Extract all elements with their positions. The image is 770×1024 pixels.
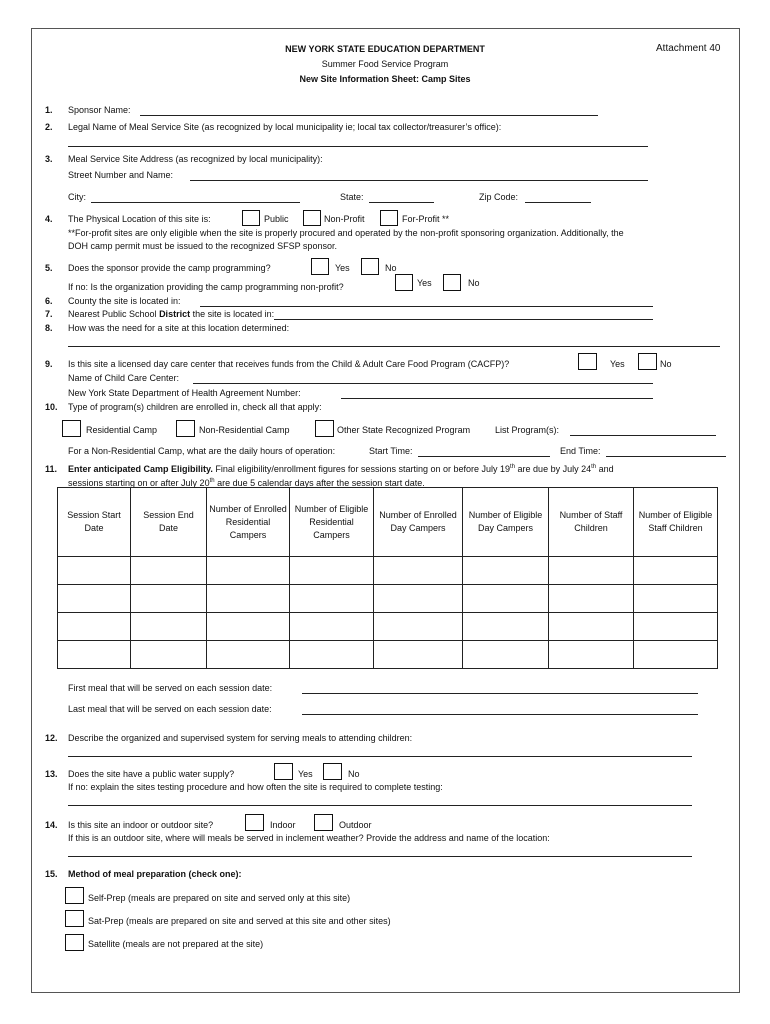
table-cell[interactable] — [463, 613, 549, 641]
table-cell[interactable] — [634, 585, 718, 613]
public-checkbox[interactable] — [242, 210, 260, 226]
physical-location-label: The Physical Location of this site is: — [68, 214, 211, 224]
q9-number: 9. — [45, 359, 53, 369]
table-cell[interactable] — [374, 557, 463, 585]
table-cell[interactable] — [549, 585, 634, 613]
start-time-label: Start Time: — [369, 446, 413, 456]
site-legal-name-label: Legal Name of Meal Service Site (as recognized by local municipality ie; local tax collector/treasurer’s office): — [68, 122, 502, 132]
nonprofit-no-checkbox[interactable] — [443, 274, 461, 291]
need-determined-label: How was the need for a site at this location determined: — [68, 323, 290, 333]
street-field[interactable] — [190, 180, 648, 181]
col-eligible-day: Number of Eligible Day Campers — [463, 488, 549, 557]
col-session-start: Session Start Date — [58, 488, 131, 557]
site-legal-name-field[interactable] — [68, 146, 648, 147]
programming-yes-label: Yes — [335, 263, 350, 273]
child-care-center-field[interactable] — [193, 383, 653, 384]
supervised-system-field[interactable] — [68, 756, 692, 757]
city-label: City: — [68, 192, 86, 202]
table-cell[interactable] — [549, 613, 634, 641]
table-row — [58, 585, 718, 613]
q8-number: 8. — [45, 323, 53, 333]
table-row — [58, 641, 718, 669]
hours-label: For a Non-Residential Camp, what are the daily hours of operation: — [68, 446, 336, 456]
zip-field[interactable] — [525, 202, 591, 203]
inclement-weather-field[interactable] — [68, 856, 692, 857]
nonprofit-no-label: No — [468, 278, 480, 288]
table-cell[interactable] — [549, 557, 634, 585]
col-enrolled-residential: Number of Enrolled Residential Campers — [207, 488, 290, 557]
table-cell[interactable] — [131, 641, 207, 669]
table-cell[interactable] — [207, 613, 290, 641]
table-cell[interactable] — [549, 641, 634, 669]
table-cell[interactable] — [290, 585, 374, 613]
county-field[interactable] — [200, 306, 653, 307]
sponsor-name-field[interactable] — [140, 115, 598, 116]
water-yes-checkbox[interactable] — [274, 763, 293, 780]
col-eligible-residential: Number of Eligible Residential Campers — [290, 488, 374, 557]
table-cell[interactable] — [131, 585, 207, 613]
school-district-label: Nearest Public School District the site is located in: — [68, 309, 275, 319]
county-label: County the site is located in: — [68, 296, 181, 306]
last-meal-field[interactable] — [302, 714, 698, 715]
water-yes-label: Yes — [298, 769, 313, 779]
q1-number: 1. — [45, 105, 53, 115]
site-address-label: Meal Service Site Address (as recognized by local municipality): — [68, 154, 323, 164]
q2-number: 2. — [45, 122, 53, 132]
table-cell[interactable] — [463, 585, 549, 613]
inclement-weather-label: If this is an outdoor site, where will meals be served in inclement weather? Provide the address and name of the location: — [68, 833, 550, 843]
cacfp-yes-label: Yes — [610, 359, 625, 369]
school-district-field[interactable] — [274, 319, 653, 320]
indoor-checkbox[interactable] — [245, 814, 264, 831]
table-cell[interactable] — [634, 613, 718, 641]
table-row — [58, 557, 718, 585]
table-cell[interactable] — [290, 641, 374, 669]
state-label: State: — [340, 192, 364, 202]
zip-label: Zip Code: — [479, 192, 519, 202]
q11-number: 11. — [45, 464, 58, 474]
outdoor-checkbox[interactable] — [314, 814, 333, 831]
state-field[interactable] — [369, 202, 434, 203]
end-time-label: End Time: — [560, 446, 601, 456]
q6-number: 6. — [45, 296, 53, 306]
water-no-label: No — [348, 769, 360, 779]
satellite-checkbox[interactable] — [65, 934, 84, 951]
q14-number: 14. — [45, 820, 58, 830]
end-time-field[interactable] — [606, 456, 726, 457]
other-program-label: Other State Recognized Program — [337, 425, 471, 435]
col-eligible-staff-children: Number of Eligible Staff Children — [634, 488, 718, 557]
eligibility-instructions-line1: Enter anticipated Camp Eligibility. Final eligibility/enrollment figures for sessions starting on or before July 19th are due by July 24th and — [68, 464, 614, 474]
q10-number: 10. — [45, 402, 58, 412]
list-programs-field[interactable] — [570, 435, 716, 436]
first-meal-label: First meal that will be served on each session date: — [68, 683, 273, 693]
self-prep-label: Self-Prep (meals are prepared on site and served only at this site) — [88, 893, 351, 903]
nonresidential-camp-label: Non-Residential Camp — [199, 425, 290, 435]
forprofit-checkbox[interactable] — [380, 210, 398, 226]
q4-number: 4. — [45, 214, 53, 224]
q7-number: 7. — [45, 309, 53, 319]
q13-number: 13. — [45, 769, 58, 779]
first-meal-field[interactable] — [302, 693, 698, 694]
last-meal-label: Last meal that will be served on each session date: — [68, 704, 272, 714]
table-cell[interactable] — [58, 585, 131, 613]
table-row — [58, 613, 718, 641]
cacfp-no-checkbox[interactable] — [638, 353, 657, 370]
nonprofit-yes-label: Yes — [417, 278, 432, 288]
programming-yes-checkbox[interactable] — [311, 258, 329, 275]
water-supply-label: Does the site have a public water supply? — [68, 769, 235, 779]
list-programs-label: List Program(s): — [495, 425, 560, 435]
table-cell[interactable] — [207, 557, 290, 585]
cacfp-yes-checkbox[interactable] — [578, 353, 597, 370]
q15-number: 15. — [45, 869, 58, 879]
table-cell[interactable] — [374, 641, 463, 669]
street-label: Street Number and Name: — [68, 170, 174, 180]
table-cell[interactable] — [58, 613, 131, 641]
self-prep-checkbox[interactable] — [65, 887, 84, 904]
public-label: Public — [264, 214, 289, 224]
table-cell[interactable] — [290, 613, 374, 641]
nonprofit-label: Non-Profit — [324, 214, 365, 224]
sponsor-programming-label: Does the sponsor provide the camp programming? — [68, 263, 271, 273]
child-care-center-label: Name of Child Care Center: — [68, 373, 180, 383]
cacfp-label: Is this site a licensed day care center that receives funds from the Child & Adult Care Food Program (CACFP)? — [68, 359, 510, 369]
cacfp-no-label: No — [660, 359, 672, 369]
indoor-outdoor-label: Is this site an indoor or outdoor site? — [68, 820, 214, 830]
nonprofit-programming-label: If no: Is the organization providing the camp programming non-profit? — [68, 282, 344, 292]
table-cell[interactable] — [374, 613, 463, 641]
city-field[interactable] — [91, 202, 300, 203]
table-cell[interactable] — [634, 557, 718, 585]
program-title: Summer Food Service Program — [321, 59, 449, 69]
water-no-checkbox[interactable] — [323, 763, 342, 780]
table-cell[interactable] — [290, 557, 374, 585]
table-cell[interactable] — [463, 641, 549, 669]
residential-camp-label: Residential Camp — [86, 425, 158, 435]
start-time-field[interactable] — [418, 456, 550, 457]
table-cell[interactable] — [207, 585, 290, 613]
nonprofit-checkbox[interactable] — [303, 210, 321, 226]
doh-agreement-label: New York State Department of Health Agreement Number: — [68, 388, 301, 398]
programming-no-checkbox[interactable] — [361, 258, 379, 275]
satellite-label: Satellite (meals are not prepared at the site) — [88, 939, 264, 949]
supervised-system-label: Describe the organized and supervised system for serving meals to attending children: — [68, 733, 413, 743]
form-title: New Site Information Sheet: Camp Sites — [299, 74, 471, 84]
sat-prep-checkbox[interactable] — [65, 910, 84, 927]
program-type-label: Type of program(s) children are enrolled in, check all that apply: — [68, 402, 322, 412]
indoor-label: Indoor — [270, 820, 296, 830]
table-cell[interactable] — [207, 641, 290, 669]
eligibility-instructions-line2: sessions starting on or after July 20th are due 5 calendar days after the session start date. — [68, 478, 425, 488]
other-program-checkbox[interactable] — [315, 420, 334, 437]
q3-number: 3. — [45, 154, 53, 164]
meal-prep-label: Method of meal preparation (check one): — [68, 869, 242, 879]
residential-camp-checkbox[interactable] — [62, 420, 81, 437]
programming-no-label: No — [385, 263, 397, 273]
water-testing-field[interactable] — [68, 805, 692, 806]
table-cell[interactable] — [58, 641, 131, 669]
sponsor-name-label: Sponsor Name: — [68, 105, 131, 115]
col-session-end: Session End Date — [131, 488, 207, 557]
q5-number: 5. — [45, 263, 53, 273]
sat-prep-label: Sat-Prep (meals are prepared on site and served at this site and other sites) — [88, 916, 391, 926]
water-testing-label: If no: explain the sites testing procedure and how often the site is required to complete testing: — [68, 782, 443, 792]
doh-agreement-field[interactable] — [341, 398, 653, 399]
col-enrolled-day: Number of Enrolled Day Campers — [374, 488, 463, 557]
nonprofit-yes-checkbox[interactable] — [395, 274, 413, 291]
forprofit-note-line2: DOH camp permit must be issued to the recognized SFSP sponsor. — [68, 241, 337, 251]
table-cell[interactable] — [131, 557, 207, 585]
table-cell[interactable] — [463, 557, 549, 585]
q12-number: 12. — [45, 733, 58, 743]
table-cell[interactable] — [374, 585, 463, 613]
outdoor-label: Outdoor — [339, 820, 372, 830]
table-cell[interactable] — [634, 641, 718, 669]
col-staff-children: Number of Staff Children — [549, 488, 634, 557]
table-cell[interactable] — [58, 557, 131, 585]
nonresidential-camp-checkbox[interactable] — [176, 420, 195, 437]
attachment-label: Attachment 40 — [656, 43, 721, 54]
table-cell[interactable] — [131, 613, 207, 641]
eligibility-table — [57, 487, 718, 669]
need-determined-field[interactable] — [68, 346, 720, 347]
forprofit-note-line1: **For-profit sites are only eligible when the site is properly procured and operated by the non-profit sponsoring organization. Additionally, the — [68, 228, 624, 238]
forprofit-label: For-Profit ** — [402, 214, 450, 224]
agency-title: NEW YORK STATE EDUCATION DEPARTMENT — [285, 44, 485, 54]
